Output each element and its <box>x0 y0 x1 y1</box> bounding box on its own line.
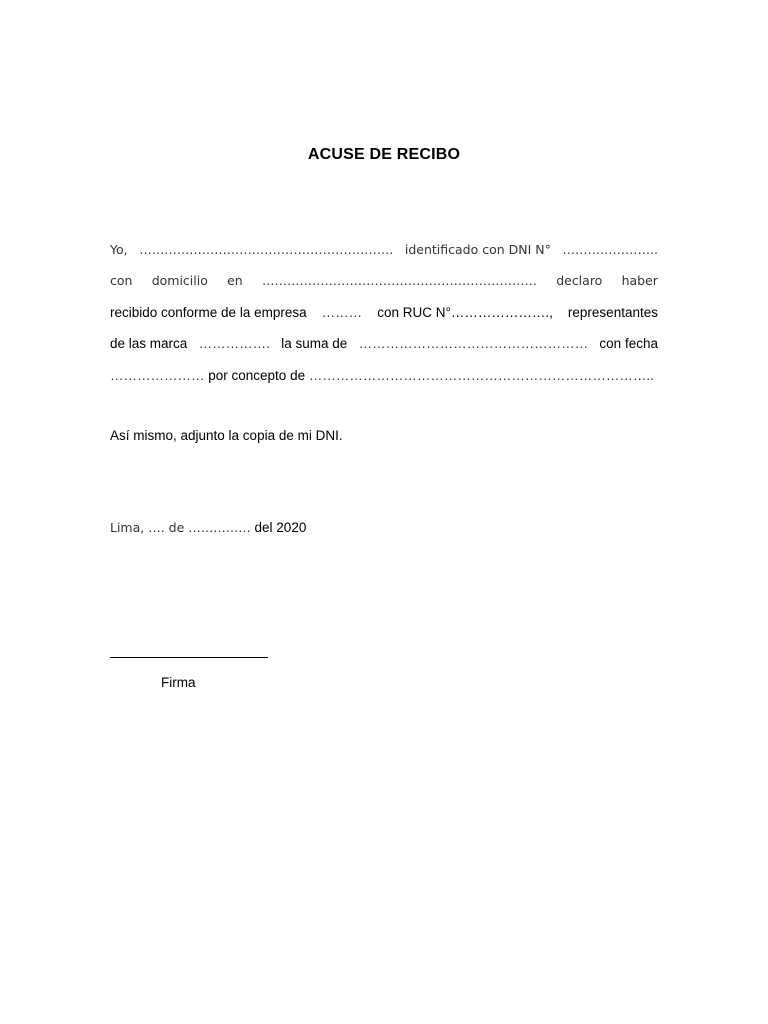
text-fragment: con RUC N°…………………., <box>377 305 553 320</box>
text-fragment: Yo, <box>110 242 128 257</box>
date-year: del 2020 <box>254 520 307 535</box>
body-line-4 <box>110 335 658 353</box>
blank-address: ………………………………………………………… <box>261 273 537 288</box>
text-fragment: con <box>110 273 133 288</box>
signature-line <box>110 657 268 658</box>
body-line-3 <box>110 304 658 322</box>
text-fragment: de las marca <box>110 336 188 351</box>
body-line-1 <box>110 241 658 259</box>
text-fragment: por concepto de <box>208 368 306 383</box>
date-line <box>110 519 306 537</box>
text-fragment: haber <box>621 273 658 288</box>
text-fragment: la suma de <box>281 336 348 351</box>
blank-brand: ……………. <box>198 336 270 351</box>
blank-dni: ………………….. <box>562 242 658 257</box>
blank-company: ……… <box>321 305 363 320</box>
document-title: ACUSE DE RECIBO <box>307 146 461 163</box>
blank-date: ………………… <box>110 368 205 383</box>
blank-name: ……………………………………………………. <box>139 242 394 257</box>
text-fragment: identificado con DNI N° <box>404 242 551 257</box>
text-fragment: representantes <box>567 305 658 320</box>
blank-concept: ………………………………………………………………….. <box>308 368 654 383</box>
body-line-2 <box>110 272 658 290</box>
date-place-blank: Lima, …. de …………… <box>110 520 251 535</box>
body-line-5 <box>110 367 658 385</box>
text-fragment: domicilio <box>151 273 208 288</box>
text-fragment: en <box>227 273 243 288</box>
blank-amount: …………………………………………… <box>358 336 589 351</box>
text-fragment: recibido conforme de la empresa <box>110 305 307 320</box>
signature-label: Firma <box>161 675 196 690</box>
text-fragment: con fecha <box>599 336 658 351</box>
attachment-note: Así mismo, adjunto la copia de mi DNI. <box>110 428 343 443</box>
text-fragment: declaro <box>556 273 603 288</box>
